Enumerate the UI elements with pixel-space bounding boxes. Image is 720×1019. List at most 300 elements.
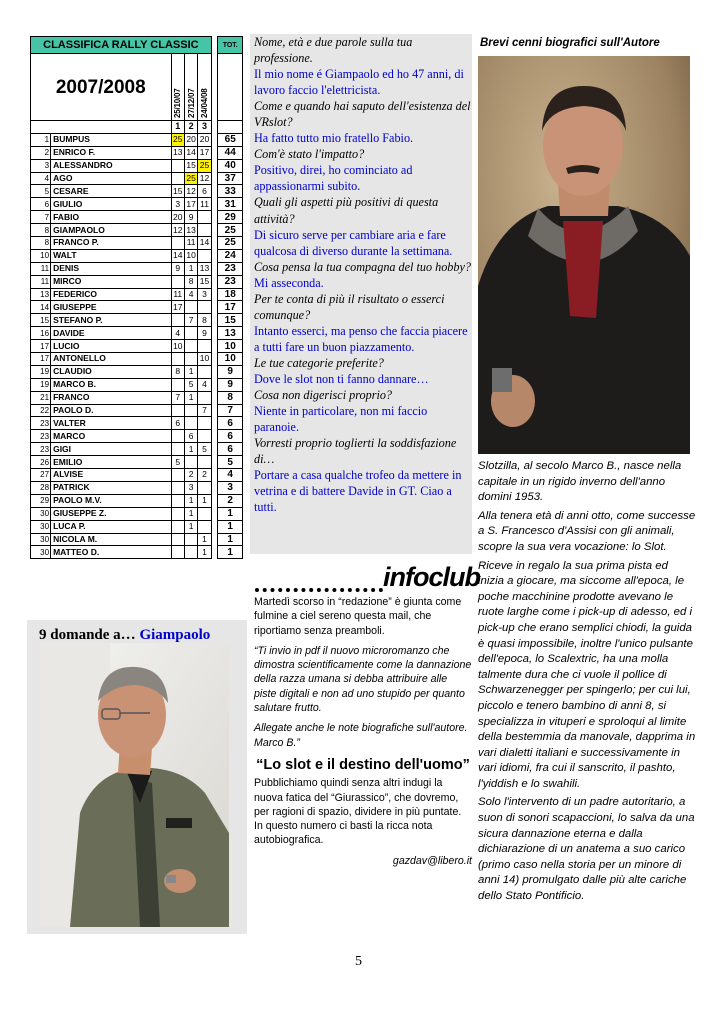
table-gap: [211, 340, 218, 353]
driver-name: FRANCO: [51, 391, 171, 404]
position-cell: 6: [31, 198, 51, 211]
race-3-score: 12: [199, 173, 210, 183]
race-2-score: 6: [184, 430, 197, 443]
race-3-score: 7: [198, 404, 211, 417]
race-1-score: 8: [171, 365, 184, 378]
interview-question: Cosa pensa la tua compagna del tuo hobby?: [254, 259, 471, 274]
table-row: [31, 275, 243, 288]
race-2-score: 4: [184, 288, 197, 301]
race-1-score: [171, 378, 184, 391]
position-cell: 21: [31, 391, 51, 404]
race-1-score: 14: [173, 250, 183, 261]
total-score: 25: [218, 237, 243, 250]
table-gap: [211, 159, 218, 172]
table-gap: [211, 443, 218, 456]
total-score: 13: [218, 327, 243, 340]
interview-answer: Positivo, direi, ho cominciato ad appassionarmi subito.: [254, 163, 413, 194]
race-2-score: 1: [184, 507, 197, 520]
position-cell: 3: [31, 159, 51, 172]
race-3-score: 3: [198, 288, 211, 301]
table-row: [31, 237, 243, 250]
race-3-score: [198, 340, 211, 353]
total-score: 23: [218, 262, 243, 275]
position-cell: 27: [31, 469, 51, 482]
table-gap: [211, 494, 218, 507]
position-cell: 11: [31, 275, 51, 288]
race-3-score: [198, 481, 211, 494]
table-gap: [211, 391, 218, 404]
race-1-score: 5: [171, 456, 184, 469]
table-gap: [211, 417, 218, 430]
table-row: [31, 353, 243, 366]
position-cell: 17: [31, 340, 51, 353]
table-row: [31, 520, 243, 533]
race-1-score: 13: [173, 147, 183, 158]
position-cell: 15: [31, 314, 51, 327]
table-gap: [211, 507, 218, 520]
driver-name: MARCO B.: [51, 378, 171, 391]
position-cell: 26: [31, 456, 51, 469]
page-number: 5: [355, 954, 362, 969]
total-score: 17: [218, 301, 243, 314]
table-gap: [211, 546, 218, 559]
driver-name: MIRCO: [51, 275, 171, 288]
table-gap: [211, 172, 218, 185]
race-2-score: 11: [184, 237, 197, 250]
total-score: 40: [218, 159, 243, 172]
race-3-score: [198, 430, 211, 443]
interview-answer: Dove le slot non ti fanno dannare…: [254, 371, 429, 386]
driver-name: PAOLO D.: [51, 404, 171, 417]
race-3-score: [198, 456, 211, 469]
table-row: [31, 211, 243, 224]
nine-questions-prefix: 9 domande a…: [39, 627, 136, 643]
bio-paragraph: Solo l'intervento di un padre autoritario, a suon di sonori scapaccioni, lo salva da una sicura dannazione eterna e dalla dichiarazione di un anatema a suo carico (primo caso nella storia per un minore di anni 14) promulgato dalle più alte cariche dello Stato Pontificio.: [478, 796, 695, 903]
race-3-score: 1: [198, 494, 211, 507]
table-row: [31, 224, 243, 237]
total-score: 1: [218, 520, 243, 533]
driver-name: EMILIO: [51, 456, 171, 469]
bio-text: [478, 459, 696, 908]
interview-answer: Di sicuro serve per cambiare aria e fare qualcosa di diverso durante la settimana.: [254, 227, 453, 258]
position-cell: 30: [31, 507, 51, 520]
driver-name: GIUSEPPE: [51, 301, 171, 314]
position-cell: 4: [31, 172, 51, 185]
position-cell: 2: [31, 146, 51, 159]
table-row: [31, 288, 243, 301]
race-1-score: [171, 353, 184, 366]
total-score: 24: [218, 249, 243, 262]
table-gap: [211, 224, 218, 237]
race-3-score: 20: [199, 134, 210, 145]
race-1-score: [171, 237, 184, 250]
driver-name: MATTEO D.: [51, 546, 171, 559]
race-2-score: 14: [186, 147, 196, 158]
interview-question: Le tue categorie preferite?: [254, 355, 384, 370]
race-2-score: 20: [186, 134, 196, 145]
position-cell: 8: [31, 237, 51, 250]
driver-name: STEFANO P.: [51, 314, 171, 327]
story-title: “Lo slot e il destino dell'uomo”: [256, 756, 470, 773]
total-score: 6: [218, 430, 243, 443]
race-2-score: [184, 353, 197, 366]
author-photo: [478, 56, 690, 454]
table-row: [31, 546, 243, 559]
race-2-score: 5: [184, 378, 197, 391]
driver-name: CLAUDIO: [51, 365, 171, 378]
driver-name: GIULIO: [51, 198, 171, 211]
interview-answer: Intanto esserci, ma penso che faccia piacere a tutti fare un buon piazzamento.: [254, 323, 468, 354]
table-row: [31, 430, 243, 443]
race-3-score: 25: [199, 160, 210, 171]
race-1-score: [171, 520, 184, 533]
total-score: 31: [218, 198, 243, 211]
total-header: TOT.: [218, 37, 243, 54]
race-3-score: [198, 417, 211, 430]
table-row: [31, 262, 243, 275]
table-gap: [211, 198, 218, 211]
position-cell: 30: [31, 533, 51, 546]
driver-name: GIGI: [51, 443, 171, 456]
race-2-score: 1: [184, 391, 197, 404]
race-3-score: 4: [198, 378, 211, 391]
total-score: 7: [218, 404, 243, 417]
race-1-score: 12: [173, 224, 183, 235]
race-3-score: 17: [199, 147, 210, 158]
race-1-score: 9: [171, 262, 184, 275]
position-cell: 13: [31, 288, 51, 301]
total-score: 5: [218, 456, 243, 469]
driver-name: BUMPUS: [51, 133, 171, 146]
table-gap: [211, 327, 218, 340]
driver-name: PAOLO M.V.: [51, 494, 171, 507]
race-3-score: 14: [199, 237, 210, 248]
table-row: [31, 378, 243, 391]
table-gap: [211, 249, 218, 262]
table-gap: [211, 211, 218, 224]
race-3-score: [198, 211, 211, 224]
race-1-score: [171, 404, 184, 417]
position-cell: 17: [31, 353, 51, 366]
race-1-score: 25: [173, 134, 183, 145]
driver-name: PATRICK: [51, 481, 171, 494]
interview-answer: Il mio nome é Giampaolo ed ho 47 anni, di lavoro faccio l'elettricista.: [254, 67, 464, 98]
race-2-score: [184, 456, 197, 469]
table-gap: [211, 146, 218, 159]
race-1-score: [171, 494, 184, 507]
interview-question: Come e quando hai saputo dell'esistenza del VRslot?: [254, 99, 471, 130]
table-gap: [211, 301, 218, 314]
table-row: [31, 172, 243, 185]
race-1-score: [171, 507, 184, 520]
race-3-score: [198, 507, 211, 520]
table-row: [31, 159, 243, 172]
table-gap: [211, 430, 218, 443]
race-3-score: 13: [199, 263, 210, 274]
position-cell: 7: [31, 211, 51, 224]
race-date-2: 27/12/07: [184, 54, 197, 121]
total-score: 29: [218, 211, 243, 224]
race-2-score: 17: [186, 198, 196, 209]
table-gap: [211, 520, 218, 533]
position-cell: 19: [31, 378, 51, 391]
position-cell: 30: [31, 520, 51, 533]
table-row: [31, 314, 243, 327]
total-score: 25: [218, 224, 243, 237]
interview-question: Cosa non digerisci proprio?: [254, 388, 393, 403]
total-score: 18: [218, 288, 243, 301]
race-3-score: 8: [198, 314, 211, 327]
race-2-score: 15: [186, 160, 196, 171]
race-2-score: 1: [184, 520, 197, 533]
nine-questions-name: Giampaolo: [139, 627, 211, 643]
position-cell: 23: [31, 417, 51, 430]
race-1-score: [171, 533, 184, 546]
table-gap: [211, 185, 218, 198]
table-gap: [211, 365, 218, 378]
table-row: [31, 481, 243, 494]
race-2-score: [184, 327, 197, 340]
table-row: [31, 533, 243, 546]
race-1-score: [171, 430, 184, 443]
driver-name: WALT: [51, 249, 171, 262]
race-3-score: 10: [199, 353, 210, 364]
table-gap: [211, 262, 218, 275]
interview-question: Nome, età e due parole sulla tua professione.: [254, 35, 413, 66]
bio-paragraph: Slotzilla, al secolo Marco B., nasce nella capitale in un rigido inverno dell'anno domini 1953.: [478, 460, 682, 504]
table-row: [31, 327, 243, 340]
race-1-score: [171, 172, 184, 185]
race-2-score: 25: [186, 173, 196, 183]
race-2-score: 12: [186, 185, 196, 196]
race-2-score: [184, 417, 197, 430]
interview-box: [250, 34, 472, 554]
total-score: 44: [218, 146, 243, 159]
position-cell: 19: [31, 365, 51, 378]
race-1-score: [171, 314, 184, 327]
total-score: 8: [218, 391, 243, 404]
race-2-score: 1: [184, 494, 197, 507]
nine-questions-title: [39, 627, 210, 644]
table-gap: [211, 378, 218, 391]
total-score: 10: [218, 353, 243, 366]
table-row: [31, 391, 243, 404]
interview-answer: Ha fatto tutto mio fratello Fabio.: [254, 131, 414, 146]
race-number-3: 3: [198, 121, 211, 134]
total-score: 9: [218, 378, 243, 391]
total-score: 15: [218, 314, 243, 327]
total-score: 2: [218, 494, 243, 507]
total-score: 23: [218, 275, 243, 288]
race-1-score: 6: [171, 417, 184, 430]
race-2-score: [184, 301, 197, 314]
race-1-score: 17: [173, 301, 183, 312]
standings-title: CLASSIFICA RALLY CLASSIC: [31, 37, 212, 54]
race-1-score: 20: [173, 211, 183, 222]
race-2-score: 3: [184, 481, 197, 494]
race-2-score: [184, 533, 197, 546]
table-gap: [211, 314, 218, 327]
driver-name: FABIO: [51, 211, 171, 224]
giampaolo-photo: [40, 643, 229, 927]
table-row: [31, 507, 243, 520]
race-number-2: 2: [184, 121, 197, 134]
race-1-score: [171, 275, 184, 288]
race-1-score: 15: [173, 185, 183, 196]
driver-name: ALVISE: [51, 469, 171, 482]
table-row: [31, 469, 243, 482]
driver-name: LUCIO: [51, 340, 171, 353]
race-3-score: [198, 224, 211, 237]
total-score: 4: [218, 469, 243, 482]
driver-name: FRANCO P.: [51, 237, 171, 250]
race-3-score: 11: [198, 198, 211, 211]
total-score: 3: [218, 481, 243, 494]
driver-name: CESARE: [51, 185, 171, 198]
table-row: [31, 301, 243, 314]
race-2-score: 7: [184, 314, 197, 327]
season-label: 2007/2008: [31, 54, 172, 121]
race-2-score: 9: [184, 211, 197, 224]
race-2-score: 1: [184, 365, 197, 378]
race-3-score: 9: [198, 327, 211, 340]
total-score: 1: [218, 533, 243, 546]
interview-answer: Portare a casa qualche trofeo da mettere in vetrina e di battere Davide in GT. Ciao a tutti.: [254, 468, 462, 515]
race-1-score: [171, 546, 184, 559]
race-1-score: [171, 469, 184, 482]
total-score: 33: [218, 185, 243, 198]
race-number-1: 1: [171, 121, 184, 134]
race-3-score: [198, 301, 211, 314]
table-gap: [211, 533, 218, 546]
standings-table: [30, 36, 243, 559]
position-cell: 22: [31, 404, 51, 417]
driver-name: VALTER: [51, 417, 171, 430]
total-score: 6: [218, 417, 243, 430]
table-row: [31, 443, 243, 456]
table-row: [31, 185, 243, 198]
race-3-score: 15: [199, 276, 210, 287]
driver-name: ALESSANDRO: [51, 159, 171, 172]
race-3-score: 5: [198, 443, 211, 456]
table-gap: [211, 404, 218, 417]
position-cell: 28: [31, 481, 51, 494]
infoclub-paragraph: Pubblichiamo quindi senza altri indugi la nuova fatica del “Giurassico”, che dovremo, per ragioni di spazio, dividere in più puntate. In questo numero ci basti la ricca nota autobiografica.: [254, 777, 462, 847]
table-row: [31, 365, 243, 378]
race-3-score: 1: [198, 546, 211, 559]
driver-name: AGO: [51, 172, 171, 185]
position-cell: 11: [31, 262, 51, 275]
position-cell: 10: [31, 249, 51, 262]
position-cell: 14: [31, 301, 51, 314]
interview-question: Per te conta di più il risultato o esserci comunque?: [254, 291, 445, 322]
race-1-score: [171, 481, 184, 494]
race-2-score: [184, 546, 197, 559]
total-score: 10: [218, 340, 243, 353]
driver-name: GIAMPAOLO: [51, 224, 171, 237]
race-2-score: 1: [184, 443, 197, 456]
table-row: [31, 133, 243, 146]
infoclub-quote-2: Allegate anche le note biografiche sull'autore.: [254, 722, 468, 735]
table-row: [31, 494, 243, 507]
table-row: [31, 249, 243, 262]
table-gap: [211, 456, 218, 469]
race-2-score: 8: [184, 275, 197, 288]
table-gap: [211, 481, 218, 494]
race-3-score: [198, 520, 211, 533]
race-1-score: 11: [171, 288, 184, 301]
position-cell: 30: [31, 546, 51, 559]
position-cell: 5: [31, 185, 51, 198]
table-gap: [211, 288, 218, 301]
position-cell: 16: [31, 327, 51, 340]
race-2-score: [184, 340, 197, 353]
table-gap: [211, 353, 218, 366]
infoclub-dots: [255, 588, 383, 592]
position-cell: 23: [31, 430, 51, 443]
infoclub-signature: Marco B.”: [254, 736, 300, 749]
total-score: 37: [218, 172, 243, 185]
bio-paragraph: Alla tenera età di anni otto, come successe a S. Francesco d'Assisi con gli animali, scopre la sua vera vocazione: lo Slot.: [478, 509, 696, 553]
table-gap: [211, 237, 218, 250]
driver-name: DENIS: [51, 262, 171, 275]
infoclub-body: [254, 595, 472, 868]
race-date-1: 25/10/07: [171, 54, 184, 121]
table-row: [31, 340, 243, 353]
race-1-score: 4: [171, 327, 184, 340]
race-3-score: 2: [198, 469, 211, 482]
position-cell: 1: [31, 133, 51, 146]
position-cell: 23: [31, 443, 51, 456]
interview-question: Com'è stato l'impatto?: [254, 147, 365, 162]
driver-name: DAVIDE: [51, 327, 171, 340]
race-1-score: [171, 159, 184, 172]
interview-question: Vorresti proprio toglierti la soddisfazione di…: [254, 436, 457, 467]
bio-heading: Brevi cenni biografici sull'Autore: [480, 37, 660, 49]
table-row: [31, 417, 243, 430]
table-row: [31, 404, 243, 417]
infoclub-quote: “Ti invio in pdf il nuovo microromanzo che dimostra scientificamente come la dannazione della razza umana si debba attribuire alle piste digitali e non ad uno stupido per quanto salutare frutto.: [254, 644, 472, 715]
table-gap: [211, 469, 218, 482]
race-3-score: [198, 391, 211, 404]
table-row: [31, 146, 243, 159]
driver-name: LUCA P.: [51, 520, 171, 533]
interview-question: Quali gli aspetti più positivi di questa attività?: [254, 195, 439, 226]
total-score: 1: [218, 507, 243, 520]
driver-name: ANTONELLO: [51, 353, 171, 366]
infoclub-header: [255, 562, 480, 596]
race-1-score: 7: [171, 391, 184, 404]
total-score: 6: [218, 443, 243, 456]
race-1-score: 3: [171, 198, 184, 211]
race-date-3: 24/04/08: [198, 54, 211, 121]
driver-name: ENRICO F.: [51, 146, 171, 159]
position-cell: 29: [31, 494, 51, 507]
driver-name: FEDERICO: [51, 288, 171, 301]
total-score: 1: [218, 546, 243, 559]
race-3-score: 1: [198, 533, 211, 546]
race-3-score: [198, 365, 211, 378]
table-gap: [211, 275, 218, 288]
table-row: [31, 198, 243, 211]
driver-name: NICOLA M.: [51, 533, 171, 546]
table-gap: [211, 37, 218, 54]
total-score: 65: [218, 133, 243, 146]
infoclub-intro: Martedì scorso in “redazione” è giunta come fulmine a ciel sereno questa mail, che riportiamo senza preamboli.: [254, 596, 462, 637]
table-row: [31, 456, 243, 469]
race-2-score: 2: [184, 469, 197, 482]
race-3-score: [198, 249, 211, 262]
